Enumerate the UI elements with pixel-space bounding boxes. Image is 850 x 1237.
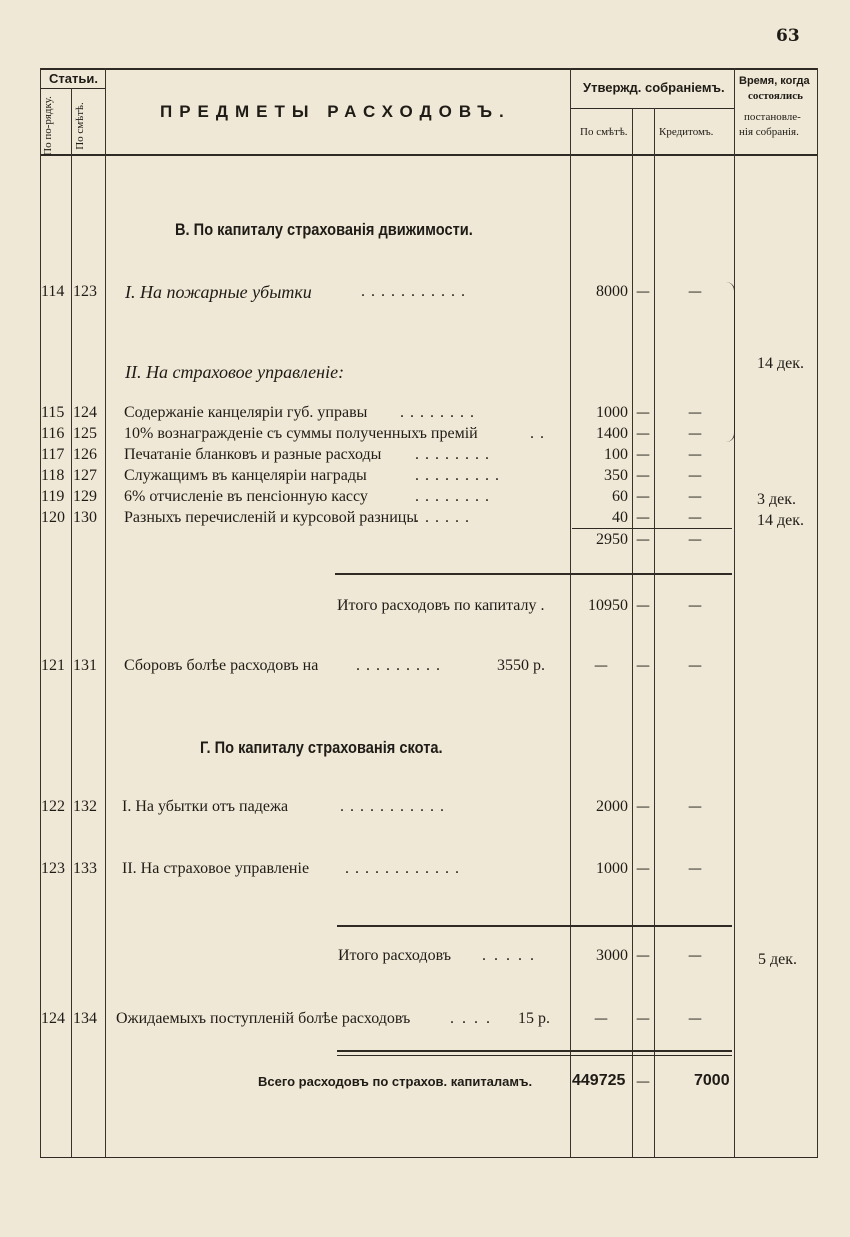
row-114-dash2: —	[688, 284, 702, 300]
row-dash1: —	[636, 799, 650, 815]
row-amount: 2000	[596, 798, 628, 815]
row-124-dots: . . . .	[450, 1010, 492, 1027]
col-line-1	[71, 88, 72, 1158]
header-po-poryadku: По по-рядку.	[42, 96, 54, 156]
row-dash1: —	[636, 405, 650, 421]
header-vremya-1: Время, когда	[739, 75, 810, 87]
row-dash2: —	[688, 861, 702, 877]
row-text: Разныхъ перечисленій и курсовой разницы	[124, 509, 418, 526]
row-num2: 125	[73, 425, 97, 442]
row-text: Печатаніе бланковъ и разные расходы	[124, 446, 382, 463]
col-line-7	[817, 68, 818, 1158]
row-amount: 60	[612, 488, 628, 505]
total-v-label: Итого расходовъ по капиталу .	[337, 597, 545, 614]
row-amount: 1000	[596, 404, 628, 421]
row-124-num2: 134	[73, 1010, 97, 1027]
row-114-num1: 114	[41, 283, 65, 300]
row-124-dash2: —	[688, 1011, 702, 1027]
row-amount: 100	[604, 446, 628, 463]
row-121-dash1: —	[636, 658, 650, 674]
header-po-smete-col: По смѣтѣ.	[580, 126, 628, 138]
grand-total-label: Всего расходовъ по страхов. капиталамъ.	[258, 1074, 533, 1089]
row-num1: 117	[41, 446, 65, 463]
header-predmety: ПРЕДМЕТЫ РАСХОДОВЪ.	[160, 102, 511, 121]
col-line-5	[654, 108, 655, 1158]
row-amount: 1400	[596, 425, 628, 442]
row-dash2: —	[688, 426, 702, 442]
row-124-dash1: —	[636, 1011, 650, 1027]
row-121-sum: 3550 р.	[497, 657, 545, 674]
row-num2: 126	[73, 446, 97, 463]
col-line-4	[632, 108, 633, 1158]
row-dash2: —	[688, 405, 702, 421]
total-g-dash1: —	[636, 948, 650, 964]
grand-total-amount: 449725	[572, 1072, 626, 1089]
row-114-dash1: —	[636, 284, 650, 300]
row-121-dash0: —	[594, 658, 608, 674]
total-g-rule	[337, 925, 732, 927]
row-dash2: —	[688, 489, 702, 505]
utverzhd-rule	[570, 108, 734, 109]
row-dots: . . . . . . . . .	[415, 467, 500, 484]
row-num2: 132	[73, 798, 97, 815]
row-dots: . . . . . . . .	[400, 404, 475, 421]
row-dots: . . . . . . . .	[415, 488, 490, 505]
row-num1: 118	[41, 467, 65, 484]
row-dash2: —	[688, 510, 702, 526]
subtotal-dash2: —	[688, 532, 702, 548]
total-v-dash2: —	[688, 598, 702, 614]
grand-total-credit: 7000	[694, 1072, 730, 1089]
row-dash2: —	[688, 799, 702, 815]
row-num1: 122	[41, 798, 65, 815]
header-vremya-2: состоялись	[748, 90, 803, 102]
page-number: 63	[776, 26, 800, 46]
row-num2: 133	[73, 860, 97, 877]
header-statyi: Статьи.	[49, 71, 98, 86]
row-amount: 40	[612, 509, 628, 526]
section-g-title: Г. По капиталу страхованія скота.	[200, 738, 443, 757]
row-dots: . .	[530, 425, 545, 442]
row-124-text: Ожидаемыхъ поступленій болѣе расходовъ	[116, 1010, 411, 1027]
row-dots: . . . . . . . . . . .	[340, 798, 445, 815]
total-g-amount: 3000	[596, 947, 628, 964]
grand-rule-1	[337, 1050, 732, 1052]
brace-date: 14 дек.	[757, 355, 805, 372]
total-g-date: 5 дек.	[758, 951, 798, 968]
header-vremya-4: нія собранія.	[739, 126, 799, 138]
subtotal-dash1: —	[636, 532, 650, 548]
row-121-dots: . . . . . . . . .	[356, 657, 441, 674]
row-114-num2: 123	[73, 283, 97, 300]
row-114-amount: 8000	[596, 283, 628, 300]
row-text: I. На убытки отъ падежа	[122, 798, 289, 815]
row-text: Служащимъ въ канцеляріи награды	[124, 467, 367, 484]
row-dash1: —	[636, 861, 650, 877]
total-v-rule	[335, 573, 732, 575]
row-num1: 120	[41, 509, 65, 526]
col-line-left	[40, 68, 41, 1158]
subsection-2-title: II. На страховое управленіе:	[125, 362, 345, 382]
total-g-dots: . . . . .	[482, 947, 536, 964]
row-124-sum: 15 р.	[518, 1010, 550, 1027]
header-kreditom: Кредитомъ.	[659, 126, 714, 138]
row-date: 14 дек.	[757, 512, 805, 529]
total-g-label: Итого расходовъ	[338, 947, 451, 964]
row-text: 6% отчисленіе въ пенсіонную кассу	[124, 488, 368, 505]
grand-total-dash1: —	[636, 1074, 650, 1090]
row-114-text: I. На пожарные убытки	[125, 282, 312, 302]
row-124-dash0: —	[594, 1011, 608, 1027]
subtotal-rule	[572, 528, 732, 529]
row-num1: 119	[41, 488, 65, 505]
row-num2: 124	[73, 404, 97, 421]
section-v-title: В. По капиталу страхованія движимости.	[175, 220, 473, 239]
row-date: 3 дек.	[757, 491, 797, 508]
row-dots: . . . . . .	[415, 509, 470, 526]
header-utverzhd: Утвержд. собраніемъ.	[583, 80, 725, 95]
row-num1: 123	[41, 860, 65, 877]
row-114-dots: . . . . . . . . . . .	[361, 283, 466, 300]
grand-rule-2	[337, 1055, 732, 1056]
row-dash1: —	[636, 510, 650, 526]
date-brace	[726, 282, 735, 442]
total-v-dash1: —	[636, 598, 650, 614]
row-dots: . . . . . . . . . . . .	[345, 860, 460, 877]
row-num2: 127	[73, 467, 97, 484]
row-dash1: —	[636, 489, 650, 505]
row-121-text: Сборовъ болѣе расходовъ на	[124, 657, 319, 674]
total-g-dash2: —	[688, 948, 702, 964]
row-num2: 130	[73, 509, 97, 526]
row-num2: 129	[73, 488, 97, 505]
row-dash2: —	[688, 468, 702, 484]
row-dash1: —	[636, 468, 650, 484]
bottom-rule	[40, 1157, 818, 1158]
row-dash1: —	[636, 426, 650, 442]
header-vremya-3: постановле-	[744, 111, 801, 123]
row-121-num1: 121	[41, 657, 65, 674]
row-amount: 350	[604, 467, 628, 484]
row-121-num2: 131	[73, 657, 97, 674]
row-text: 10% вознагражденіе съ суммы полученныхъ премій	[124, 425, 478, 442]
row-num1: 116	[41, 425, 65, 442]
row-text: Содержаніе канцеляріи губ. управы	[124, 404, 368, 421]
row-num1: 115	[41, 404, 65, 421]
top-rule	[40, 68, 818, 70]
row-124-num1: 124	[41, 1010, 65, 1027]
row-121-dash2: —	[688, 658, 702, 674]
row-amount: 1000	[596, 860, 628, 877]
row-dash2: —	[688, 447, 702, 463]
header-po-smete: По смѣтѣ.	[74, 102, 86, 150]
col-line-2	[105, 68, 106, 1158]
col-line-6	[734, 68, 735, 1158]
total-v-amount: 10950	[588, 597, 628, 614]
row-text: II. На страховое управленіе	[122, 860, 310, 877]
row-dash1: —	[636, 447, 650, 463]
header-bottom-rule	[40, 154, 818, 156]
subtotal-amount: 2950	[596, 531, 628, 548]
row-dots: . . . . . . . .	[415, 446, 490, 463]
